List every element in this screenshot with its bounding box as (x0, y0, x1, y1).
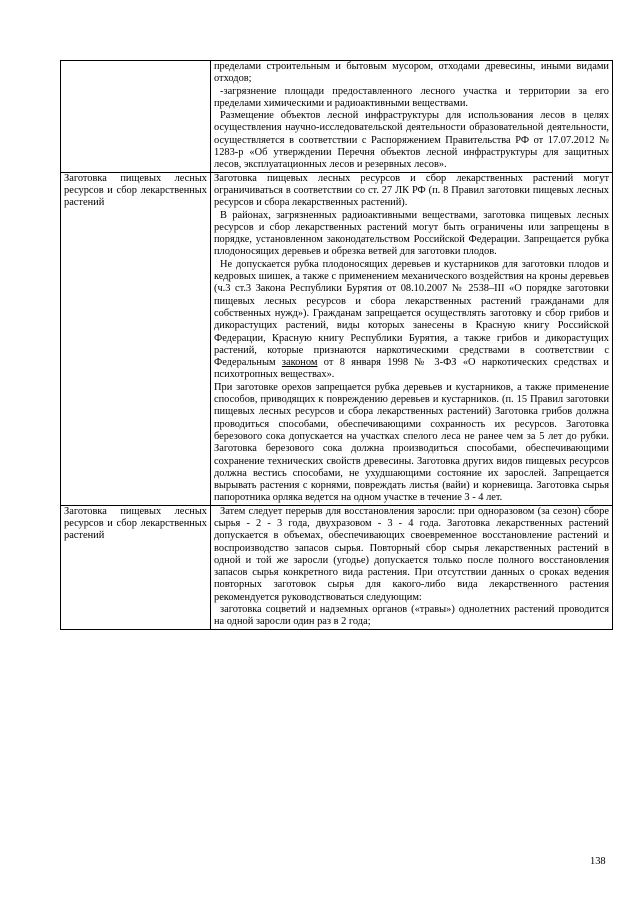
paragraph: Заготовка пищевых лесных ресурсов и сбор лекарственных растений могут ограничиваться в соответствии со ст. 27 ЛК РФ (п. 8 Правил заготовки пищевых лесных ресурсов и сбора лекарственных растений). (214, 172, 609, 209)
row-3-category: Заготовка пищевых лесных ресурсов и сбор лекарственных растений (61, 505, 211, 629)
paragraph: -загрязнение площади предоставленного лесного участка и территории за его пределами химическими и радиоактивными веществами. (214, 85, 609, 109)
row-2-category: Заготовка пищевых лесных ресурсов и сбор лекарственных растений (61, 172, 211, 505)
forest-regulations-table (60, 60, 613, 630)
table-row (61, 172, 613, 505)
paragraph-text-tail: от 8 января 1998 № 3-ФЗ «О наркотических средствах и психотропных веществах». (214, 357, 609, 381)
paragraph: пределами строительным и бытовым мусором, отходами древесины, иными видами отходов; (214, 61, 609, 85)
paragraph: Затем следует перерыв для восстановления заросли: при одноразовом (за сезон) сборе сырья - 2 - 3 года, двухразовом - 3 - 4 года. Заготовка лекарственных растений допускается в объемах, обеспечивающих своевременное восстановление растений и воспроизводство запасов сырья. Повторный сбор сырья лекарственных растений в одной и той же заросли (угодье) допускается только после полного восстановления запасов сырья конкретного вида растения. При отсутствии данных о сроках ведения повторных заготовок сырья для какого-либо вида лекарственного растения рекомендуется руководствоваться следующим: (214, 505, 609, 603)
federal-law-link[interactable]: законом (281, 357, 318, 369)
table-row (61, 61, 613, 173)
paragraph: Размещение объектов лесной инфраструктуры для использования лесов в целях осуществления научно-исследовательской деятельности образовательной деятельности, осуществляется в соответствии с Распоряжением Правительства РФ от 17.07.2012 № 1283-р «Об утверждении Перечня объектов лесной инфраструктуры для защитных лесов, эксплуатационных лесов и резервных лесов». (214, 110, 609, 171)
row-2-rules (211, 172, 613, 505)
page-number: 138 (590, 856, 606, 867)
paragraph (214, 259, 609, 382)
table-row (61, 505, 613, 629)
row-1-rules (211, 61, 613, 173)
paragraph: заготовка соцветий и надземных органов («травы») однолетних растений проводится на одной заросли один раз в 2 года; (214, 604, 609, 628)
paragraph: В районах, загрязненных радиоактивными веществами, заготовка пищевых лесных ресурсов и сбор лекарственных растений могут быть ограничены или запрещены в порядке, установленном законодательством Российской Федерации. Запрещается рубка плодоносящих деревьев и обрезка ветвей для заготовки плодов. (214, 209, 609, 258)
row-3-rules (211, 505, 613, 629)
paragraph: При заготовке орехов запрещается рубка деревьев и кустарников, а также применение способов, приводящих к повреждению деревьев и кустарников. (п. 15 Правил заготовки пищевых лесных ресурсов и сбора лекарственных растений) Заготовка грибов должна проводиться способами, обеспечивающими сохранность их ресурсов. Заготовка березового сока допускается на участках спелого леса не ранее чем за 5 лет до рубки. Заготовка березового сока должна производиться способами, обеспечивающими сохранение технических свойств древесины. Заготовка других видов пищевых ресурсов должна вестись способами, не ухудшающими состояние их зарослей. Запрещается вырывать растения с корнями, повреждать листья (вайи) и корневища. Заготовка сырья папоротника орляка ведется на одном участке в течение 3 - 4 лет. (214, 381, 609, 504)
paragraph-text: Не допускается рубка плодоносящих деревьев и кустарников для заготовки плодов и кедровых шишек, а также с применением механического воздействия на кроны деревьев (ч.3 ст.3 Закона Республики Бурятия от 08.10.2007 № 2538–III «О порядке заготовки пищевых лесных ресурсов и сбора лекарственных растений гражданами для собственных нужд»). Гражданам запрещается осуществлять заготовку и сбор грибов и дикорастущих растений, виды которых занесены в Красную книгу Российской Федерации, Красную книгу Республики Бурятия, а также грибов и дикорастущих растений, которые признаются наркотическими средствами в соответствии с Федеральным (214, 258, 609, 369)
row-1-category (61, 61, 211, 173)
